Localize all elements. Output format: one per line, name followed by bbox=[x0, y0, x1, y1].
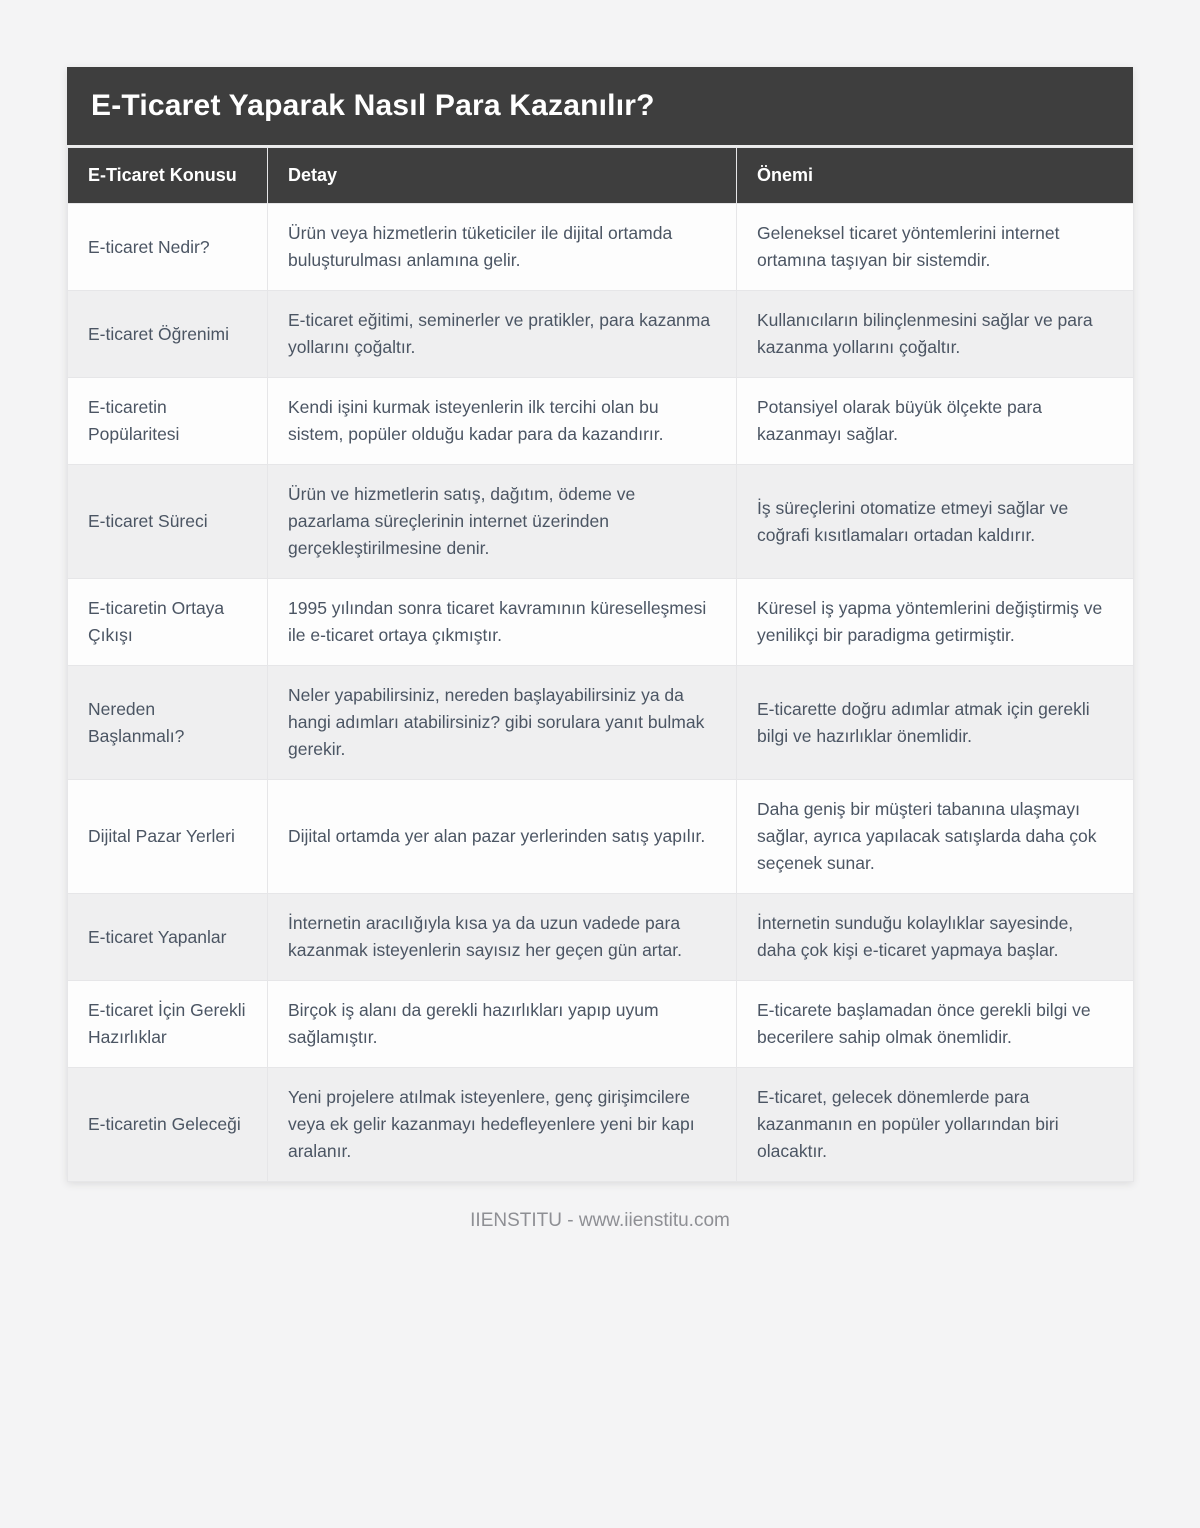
importance-cell: İş süreçlerini otomatize etmeyi sağlar ve coğrafi kısıtlamaları ortadan kaldırır. bbox=[737, 465, 1134, 579]
page bbox=[0, 67, 1200, 1272]
importance-cell: Küresel iş yapma yöntemlerini değiştirmiş ve yenilikçi bir paradigma getirmiştir. bbox=[737, 579, 1134, 666]
table-row bbox=[68, 291, 1134, 378]
page-title: E-Ticaret Yaparak Nasıl Para Kazanılır? bbox=[67, 67, 1133, 147]
table-row bbox=[68, 894, 1134, 981]
column-header-importance: Önemi bbox=[737, 148, 1134, 204]
table-row bbox=[68, 378, 1134, 465]
table-row bbox=[68, 1068, 1134, 1182]
topic-cell: E-ticaret İçin Gerekli Hazırlıklar bbox=[68, 981, 268, 1068]
detail-cell: İnternetin aracılığıyla kısa ya da uzun vadede para kazanmak isteyenlerin sayısız her geçen gün artar. bbox=[268, 894, 737, 981]
importance-cell: Potansiyel olarak büyük ölçekte para kazanmayı sağlar. bbox=[737, 378, 1134, 465]
importance-cell: E-ticarete başlamadan önce gerekli bilgi ve becerilere sahip olmak önemlidir. bbox=[737, 981, 1134, 1068]
importance-cell: Daha geniş bir müşteri tabanına ulaşmayı sağlar, ayrıca yapılacak satışlarda daha çok seçenek sunar. bbox=[737, 780, 1134, 894]
detail-cell: Ürün veya hizmetlerin tüketiciler ile dijital ortamda buluşturulması anlamına gelir. bbox=[268, 204, 737, 291]
importance-cell: Kullanıcıların bilinçlenmesini sağlar ve para kazanma yollarını çoğaltır. bbox=[737, 291, 1134, 378]
detail-cell: Kendi işini kurmak isteyenlerin ilk tercihi olan bu sistem, popüler olduğu kadar para da kazandırır. bbox=[268, 378, 737, 465]
table-row bbox=[68, 579, 1134, 666]
table-row bbox=[68, 780, 1134, 894]
topic-cell: E-ticaret Öğrenimi bbox=[68, 291, 268, 378]
importance-cell: Geleneksel ticaret yöntemlerini internet ortamına taşıyan bir sistemdir. bbox=[737, 204, 1134, 291]
topic-cell: E-ticaret Süreci bbox=[68, 465, 268, 579]
footer-credit: IIENSTITU - www.iienstitu.com bbox=[470, 1210, 730, 1231]
table-row bbox=[68, 204, 1134, 291]
detail-cell: 1995 yılından sonra ticaret kavramının küreselleşmesi ile e-ticaret ortaya çıkmıştır. bbox=[268, 579, 737, 666]
detail-cell: E-ticaret eğitimi, seminerler ve pratikler, para kazanma yollarını çoğaltır. bbox=[268, 291, 737, 378]
detail-cell: Dijital ortamda yer alan pazar yerlerinden satış yapılır. bbox=[268, 780, 737, 894]
detail-cell: Neler yapabilirsiniz, nereden başlayabilirsiniz ya da hangi adımları atabilirsiniz? gibi sorulara yanıt bulmak gerekir. bbox=[268, 666, 737, 780]
topic-cell: E-ticaretin Ortaya Çıkışı bbox=[68, 579, 268, 666]
topic-cell: E-ticaretin Geleceği bbox=[68, 1068, 268, 1182]
topic-cell: E-ticaret Yapanlar bbox=[68, 894, 268, 981]
topic-cell: E-ticaretin Popülaritesi bbox=[68, 378, 268, 465]
topic-cell: Dijital Pazar Yerleri bbox=[68, 780, 268, 894]
table-row bbox=[68, 465, 1134, 579]
column-header-detail: Detay bbox=[268, 148, 737, 204]
table-row bbox=[68, 666, 1134, 780]
column-header-topic: E-Ticaret Konusu bbox=[68, 148, 268, 204]
importance-cell: E-ticarette doğru adımlar atmak için gerekli bilgi ve hazırlıklar önemlidir. bbox=[737, 666, 1134, 780]
importance-cell: İnternetin sunduğu kolaylıklar sayesinde, daha çok kişi e-ticaret yapmaya başlar. bbox=[737, 894, 1134, 981]
detail-cell: Yeni projelere atılmak isteyenlere, genç girişimcilere veya ek gelir kazanmayı hedefleyenlere yeni bir kapı aralanır. bbox=[268, 1068, 737, 1182]
detail-cell: Birçok iş alanı da gerekli hazırlıkları yapıp uyum sağlamıştır. bbox=[268, 981, 737, 1068]
detail-cell: Ürün ve hizmetlerin satış, dağıtım, ödeme ve pazarlama süreçlerinin internet üzerinden gerçekleştirilmesine denir. bbox=[268, 465, 737, 579]
topic-cell: Nereden Başlanmalı? bbox=[68, 666, 268, 780]
topic-cell: E-ticaret Nedir? bbox=[68, 204, 268, 291]
importance-cell: E-ticaret, gelecek dönemlerde para kazanmanın en popüler yollarından biri olacaktır. bbox=[737, 1068, 1134, 1182]
ecommerce-table bbox=[67, 147, 1134, 1182]
ecommerce-info-card bbox=[67, 67, 1133, 1182]
table-row bbox=[68, 981, 1134, 1068]
header-row bbox=[68, 148, 1134, 204]
